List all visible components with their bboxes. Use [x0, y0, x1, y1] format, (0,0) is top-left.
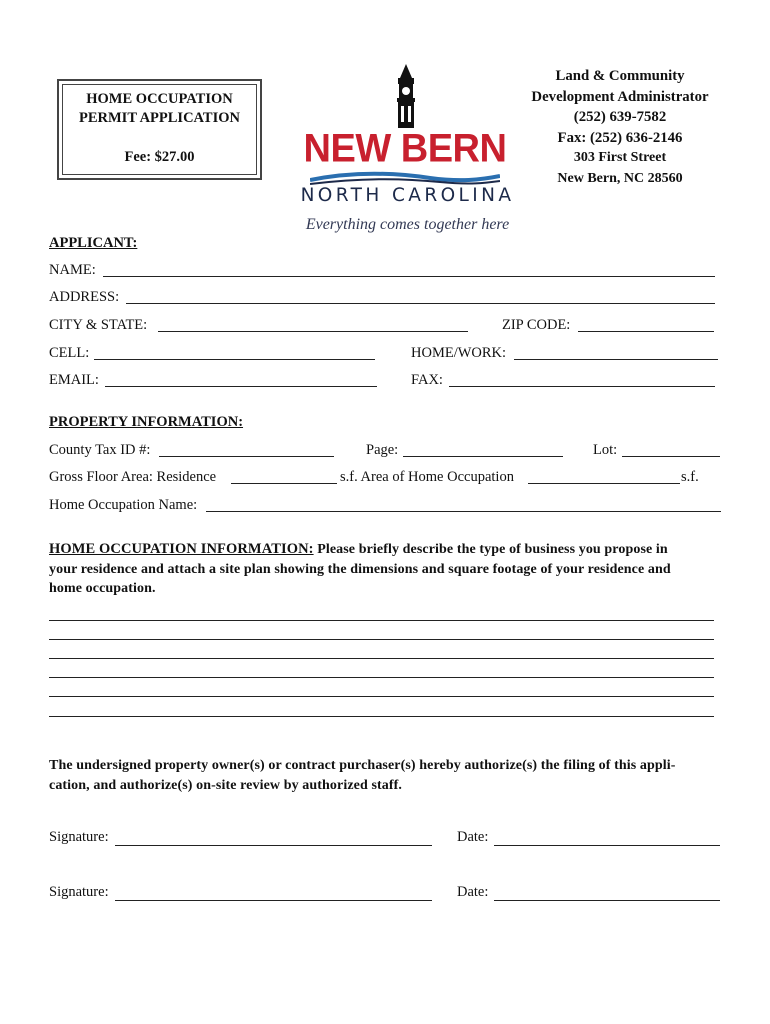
- address-field[interactable]: [126, 303, 715, 304]
- logo-tagline: Everything comes together here: [305, 216, 510, 233]
- home-occ-area-field[interactable]: [528, 483, 680, 484]
- contact-street: 303 First Street: [573, 150, 667, 165]
- instructions-line2: your residence and attach a site plan showing the dimensions and square footage of your residence and: [49, 561, 671, 577]
- home-work-label: HOME/WORK:: [411, 345, 507, 361]
- fax-field[interactable]: [449, 386, 715, 387]
- description-line[interactable]: [49, 677, 714, 678]
- date-label: Date:: [457, 829, 489, 845]
- cell-label: CELL:: [49, 345, 90, 361]
- home-work-field[interactable]: [514, 359, 718, 360]
- cell-field[interactable]: [94, 359, 375, 360]
- page-label: Page:: [366, 442, 399, 458]
- signature-label: Signature:: [49, 884, 109, 900]
- lot-field[interactable]: [622, 456, 720, 457]
- occupation-name-label: Home Occupation Name:: [49, 497, 198, 513]
- permit-fee: Fee: $27.00: [124, 149, 195, 165]
- date-label: Date:: [457, 884, 489, 900]
- authorization-line1: The undersigned property owner(s) or contract purchaser(s) hereby authorize(s) the filing of this appli-: [49, 758, 676, 773]
- contact-block: [505, 66, 735, 189]
- contact-fax: Fax: (252) 636-2146: [557, 129, 683, 146]
- clock-tower-icon: [386, 64, 426, 128]
- new-bern-logo: [290, 64, 525, 244]
- description-line[interactable]: [49, 620, 714, 621]
- authorization-statement: [49, 756, 729, 795]
- lot-label: Lot:: [593, 442, 618, 458]
- wave-icon: [310, 170, 500, 186]
- contact-dept-line1: Land & Community: [555, 68, 685, 84]
- instructions-line1: Please briefly describe the type of business you propose in: [317, 542, 668, 557]
- home-occupation-instructions: [49, 540, 729, 599]
- logo-state-name: NORTH CAROLINA: [300, 185, 515, 206]
- page-field[interactable]: [403, 456, 563, 457]
- permit-title-box: [57, 79, 262, 180]
- date-field[interactable]: [494, 900, 720, 901]
- description-line[interactable]: [49, 658, 714, 659]
- description-line[interactable]: [49, 696, 714, 697]
- date-field[interactable]: [494, 845, 720, 846]
- city-state-field[interactable]: [158, 331, 468, 332]
- city-state-label: CITY & STATE:: [49, 317, 148, 333]
- description-line[interactable]: [49, 639, 714, 640]
- authorization-line2: cation, and authorize(s) on-site review by authorized staff.: [49, 777, 402, 793]
- signature-field[interactable]: [115, 900, 432, 901]
- home-occ-area-label: s.f. Area of Home Occupation: [340, 469, 514, 485]
- gross-floor-label: Gross Floor Area: Residence: [49, 469, 217, 485]
- name-label: NAME:: [49, 262, 96, 278]
- email-label: EMAIL:: [49, 372, 99, 388]
- home-occupation-heading: HOME OCCUPATION INFORMATION:: [49, 541, 314, 557]
- zip-label: ZIP CODE:: [502, 317, 571, 333]
- fax-label: FAX:: [411, 372, 443, 388]
- logo-city-name: NEW BERN: [303, 126, 507, 172]
- description-line[interactable]: [49, 716, 714, 717]
- signature-field[interactable]: [115, 845, 432, 846]
- instructions-line3: home occupation.: [49, 581, 156, 596]
- tax-id-field[interactable]: [159, 456, 334, 457]
- sf-label: s.f.: [681, 469, 699, 485]
- contact-phone: (252) 639-7582: [573, 109, 667, 125]
- name-field[interactable]: [103, 276, 715, 277]
- email-field[interactable]: [105, 386, 377, 387]
- applicant-heading: APPLICANT:: [49, 235, 138, 251]
- tax-id-label: County Tax ID #:: [49, 442, 151, 458]
- residence-area-field[interactable]: [231, 483, 337, 484]
- contact-dept-line2: Development Administrator: [531, 88, 709, 105]
- permit-title-line2: PERMIT APPLICATION: [79, 110, 240, 126]
- property-heading: PROPERTY INFORMATION:: [49, 414, 244, 430]
- occupation-name-field[interactable]: [206, 511, 721, 512]
- permit-title-line1: HOME OCCUPATION: [86, 91, 233, 107]
- contact-city: New Bern, NC 28560: [557, 170, 683, 186]
- zip-field[interactable]: [578, 331, 714, 332]
- signature-label: Signature:: [49, 829, 109, 845]
- address-label: ADDRESS:: [49, 289, 120, 305]
